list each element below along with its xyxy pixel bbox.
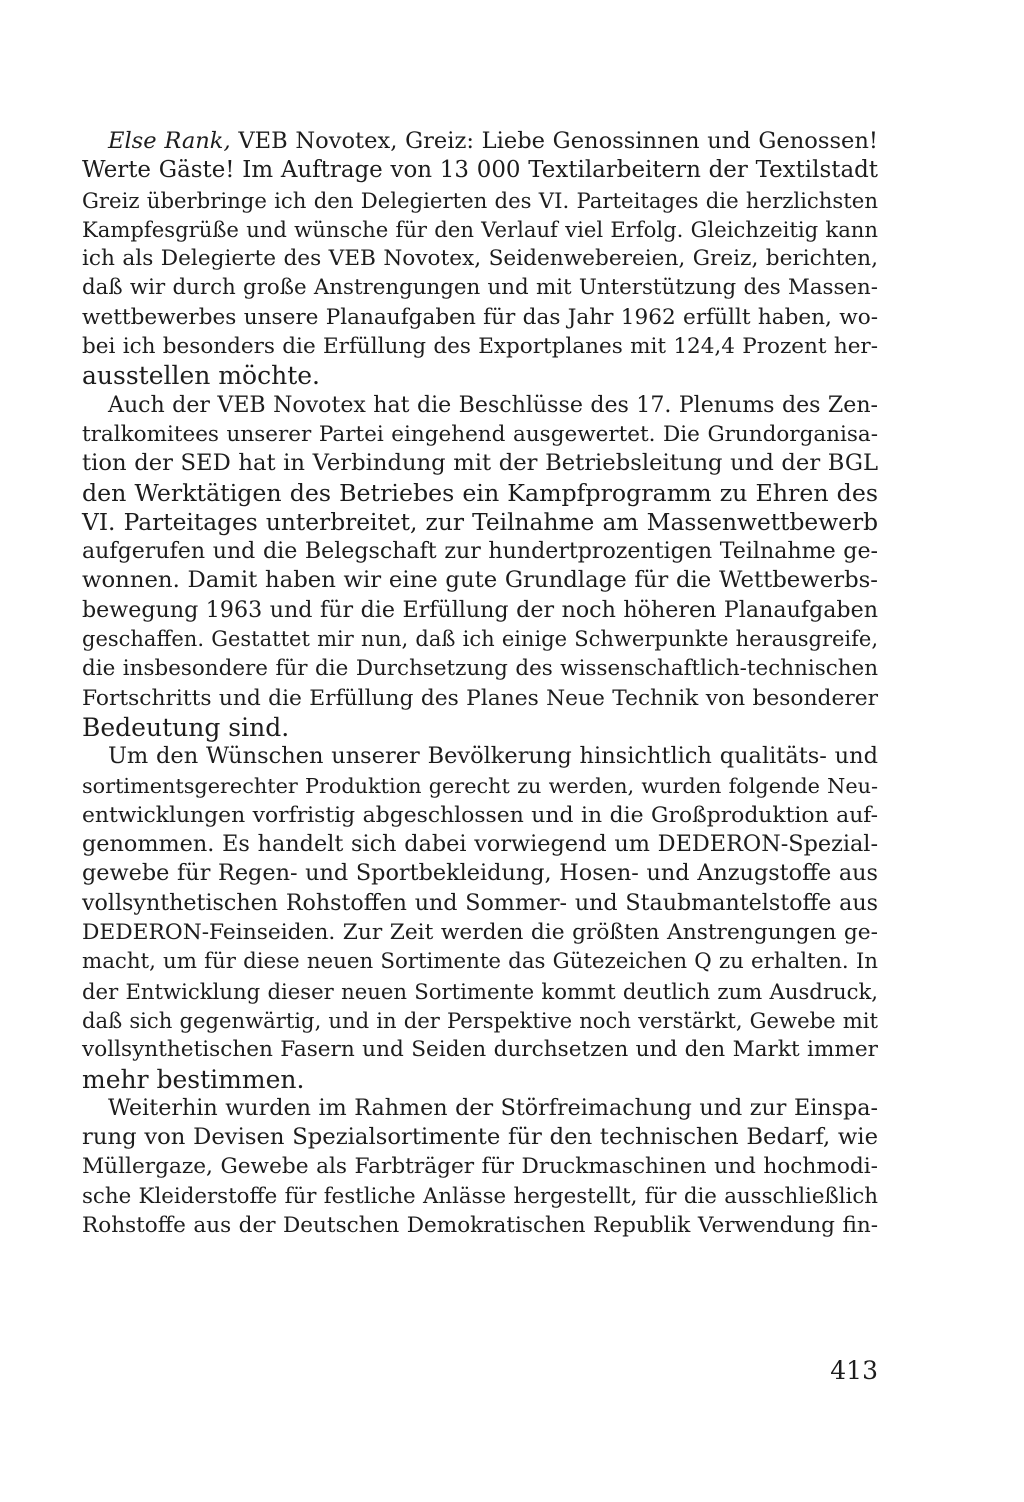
text-line: tion der SED hat in Verbindung mit der Betriebsleitung und der BGL [82, 450, 878, 477]
text-line: geschaffen. Gestattet mir nun, daß ich einige Schwerpunkte herausgreife, [82, 627, 878, 652]
text-line: Weiterhin wurden im Rahmen der Störfreimachung und zur Einspa- [108, 1094, 878, 1121]
paragraph-2 [82, 391, 878, 743]
text-line: Um den Wünschen unserer Bevölkerung hinsichtlich qualitäts- und [108, 743, 878, 770]
text-line: Kampfesgrüße und wünsche für den Verlauf viel Erfolg. Gleichzeitig kann [82, 216, 878, 242]
text-line: genommen. Es handelt sich dabei vorwiegend um DEDERON-Spezial- [82, 831, 878, 858]
text-line: der Entwicklung dieser neuen Sortimente kommt deutlich zum Ausdruck, [82, 978, 878, 1004]
text-line: sche Kleiderstoffe für festliche Anlässe hergestellt, für die ausschließlich [82, 1183, 878, 1209]
text-line: Greiz überbringe ich den Delegierten des VI. Parteitages die herzlichsten [82, 187, 878, 213]
text-line: ich als Delegierte des VEB Novotex, Seidenwebereien, Greiz, berichten, [82, 246, 878, 272]
text-line: aufgerufen und die Belegschaft zur hundertprozentigen Teilnahme ge- [82, 538, 878, 565]
text-line: bei ich besonders die Erfüllung des Exportplanes mit 124,4 Prozent her- [82, 334, 878, 360]
text-line: DEDERON-Feinseiden. Zur Zeit werden die größten Anstrengungen ge- [82, 920, 878, 946]
text-line [82, 127, 878, 156]
text-line: vollsynthetischen Fasern und Seiden durchsetzen und den Markt immer [82, 1037, 878, 1063]
text-line: die insbesondere für die Durchsetzung des wissenschaftlich-technischen [82, 656, 878, 682]
paragraph-1 [82, 127, 878, 391]
speaker-name: Else Rank, [108, 128, 231, 154]
body-text [82, 127, 878, 1240]
text-line: ausstellen möchte. [82, 361, 320, 391]
text-line: Auch der VEB Novotex hat die Beschlüsse des 17. Plenums des Zen- [108, 391, 878, 418]
text-line: Müllergaze, Gewebe als Farbträger für Druckmaschinen und hochmodi- [82, 1154, 878, 1180]
text-line: tralkomitees unserer Partei eingehend ausgewertet. Die Grundorganisa- [82, 421, 878, 447]
text-line-segment: VEB Novotex, Greiz: Liebe Genossinnen und Genossen! [230, 128, 878, 154]
text-line: Bedeutung sind. [82, 712, 290, 742]
text-line: macht, um für diese neuen Sortimente das Gütezeichen Q zu erhalten. In [82, 949, 878, 975]
text-line: den Werktätigen des Betriebes ein Kampfprogramm zu Ehren des [82, 478, 878, 507]
text-line: Fortschritts und die Erfüllung des Planes Neue Technik von besonderer [82, 685, 878, 711]
text-line: mehr bestimmen. [82, 1064, 305, 1094]
text-line: Werte Gäste! Im Auftrage von 13 000 Textilarbeitern der Textilstadt [82, 157, 878, 184]
text-line: daß wir durch große Anstrengungen und mit Unterstützung des Massen- [82, 275, 878, 301]
text-line: wonnen. Damit haben wir eine gute Grundlage für die Wettbewerbs- [82, 567, 878, 594]
text-line: daß sich gegenwärtig, und in der Perspektive noch verstärkt, Gewebe mit [82, 1007, 878, 1033]
page-number: 413 [830, 1356, 878, 1385]
text-line: sortimentsgerechter Produktion gerecht zu werden, wurden folgende Neu- [82, 773, 878, 798]
text-line: wettbewerbes unsere Planaufgaben für das Jahr 1962 erfüllt haben, wo- [82, 304, 878, 330]
paragraph-3 [82, 742, 878, 1094]
text-line: bewegung 1963 und für die Erfüllung der noch höheren Planaufgaben [82, 596, 878, 623]
text-line: vollsynthetischen Rohstoffen und Sommer- und Staubmantelstoffe aus [82, 889, 878, 916]
text-line: gewebe für Regen- und Sportbekleidung, Hosen- und Anzugstoffe aus [82, 860, 878, 887]
text-line: VI. Parteitages unterbreitet, zur Teilnahme am Massenwettbewerb [82, 508, 878, 536]
text-line: rung von Devisen Spezialsortimente für den technischen Bedarf, wie [82, 1124, 878, 1151]
text-line: Rohstoffe aus der Deutschen Demokratischen Republik Verwendung fin- [82, 1212, 878, 1238]
text-line: entwicklungen vorfristig abgeschlossen und in die Großproduktion auf- [82, 802, 878, 828]
paragraph-4 [82, 1094, 878, 1240]
